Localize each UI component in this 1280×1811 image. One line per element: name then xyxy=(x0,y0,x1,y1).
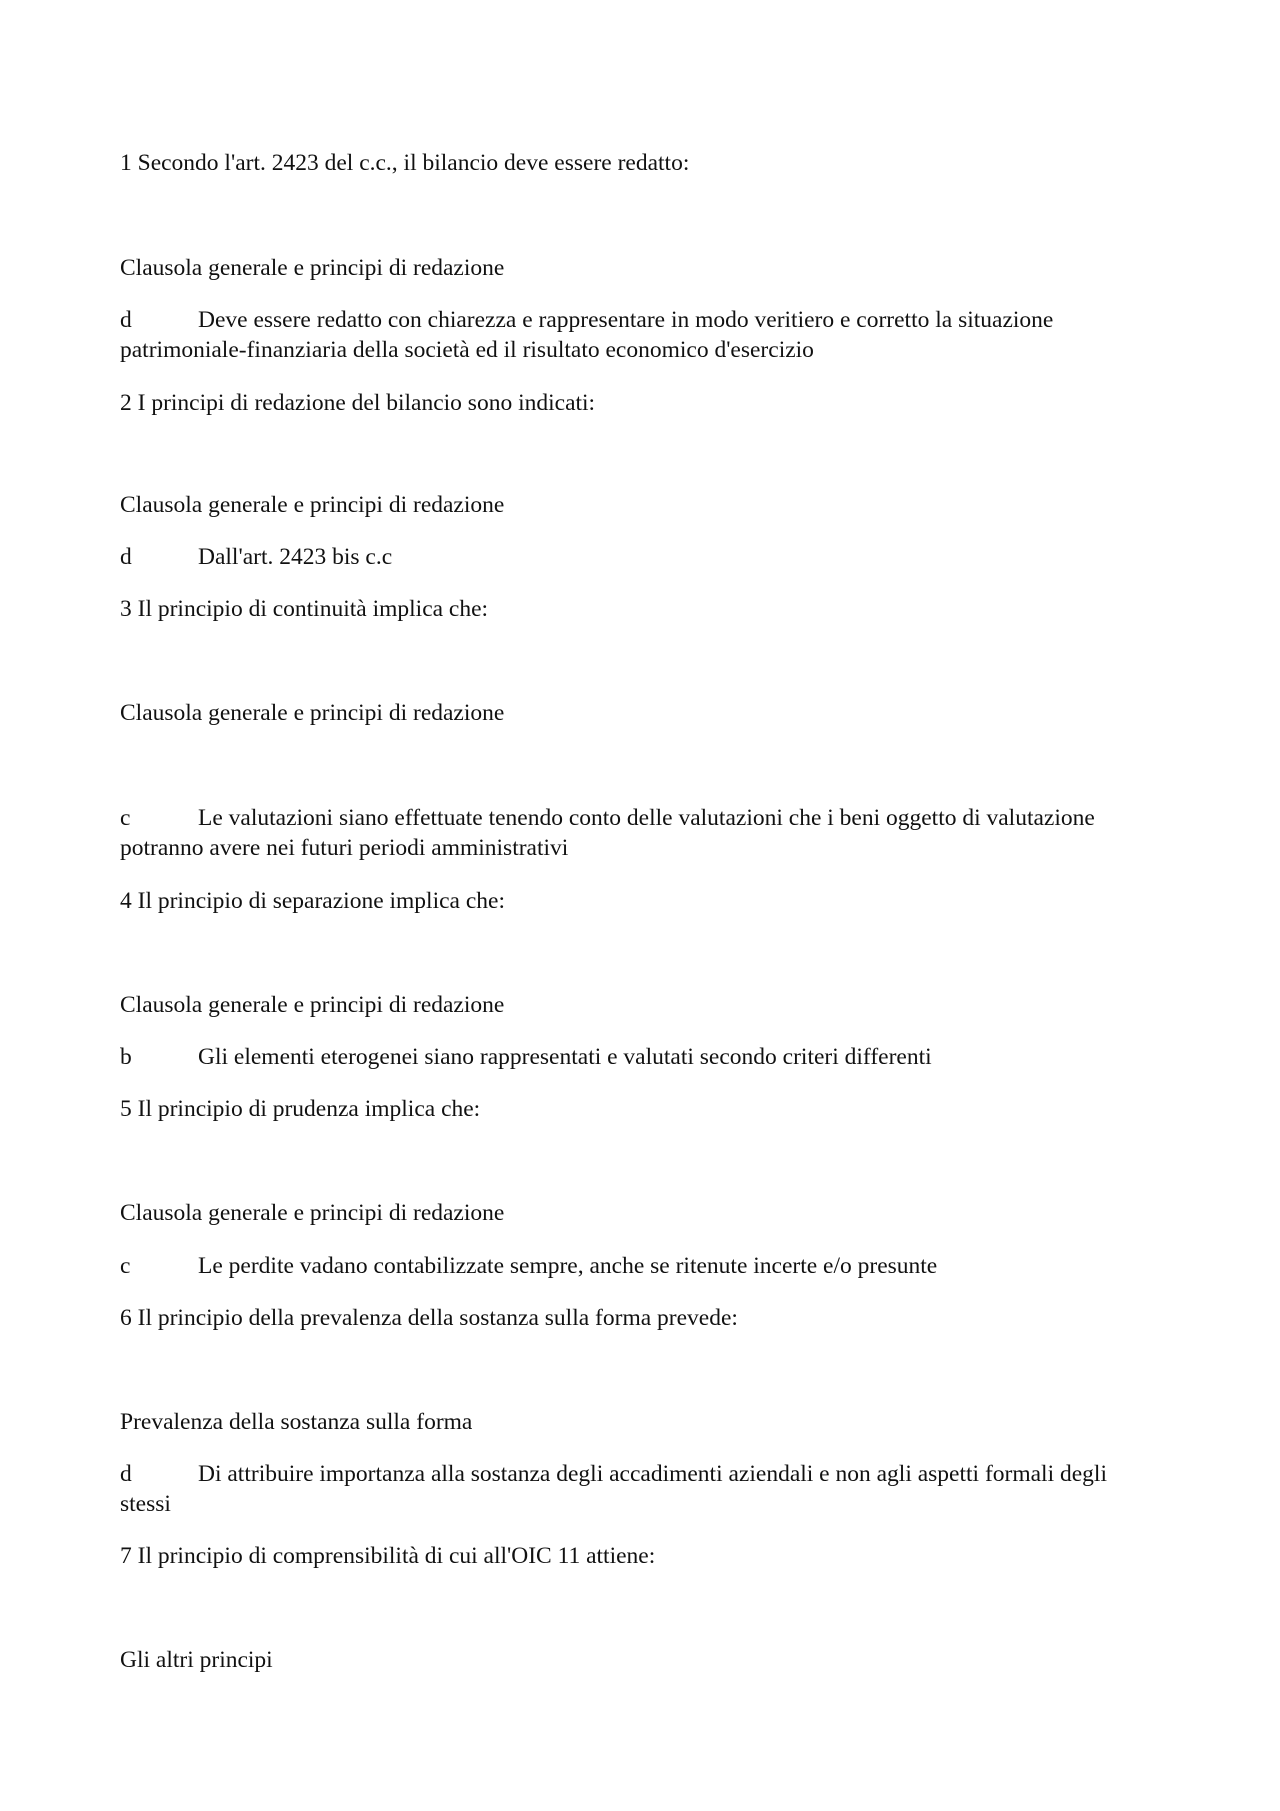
answer-text-2: Dall'art. 2423 bis c.c xyxy=(198,544,393,570)
answer-letter-3: c xyxy=(120,805,131,831)
section-heading-5: Clausola generale e principi di redazione xyxy=(120,1200,505,1226)
answer-text-1: Deve essere redatto con chiarezza e rappresentare in modo veritiero e corretto la situazione patrimoniale-finanziaria della società ed il risultato economico d'esercizio xyxy=(120,307,1054,363)
question-4: 4 Il principio di separazione implica che: xyxy=(120,888,505,914)
question-6: 6 Il principio della prevalenza della sostanza sulla forma prevede: xyxy=(120,1305,738,1331)
answer-letter-2: d xyxy=(120,544,132,570)
question-3: 3 Il principio di continuità implica che: xyxy=(120,596,489,622)
answer-text-3: Le valutazioni siano effettuate tenendo conto delle valutazioni che i beni oggetto di valutazione potranno avere nei futuri periodi amministrativi xyxy=(120,805,1095,861)
section-heading-4: Clausola generale e principi di redazione xyxy=(120,992,505,1018)
section-heading-1: Clausola generale e principi di redazione xyxy=(120,255,505,281)
answer-letter-4: b xyxy=(120,1044,132,1070)
question-5: 5 Il principio di prudenza implica che: xyxy=(120,1096,481,1122)
answer-letter-1: d xyxy=(120,307,132,333)
question-2: 2 I principi di redazione del bilancio sono indicati: xyxy=(120,390,596,416)
answer-text-5: Le perdite vadano contabilizzate sempre, anche se ritenute incerte e/o presunte xyxy=(198,1253,938,1279)
answer-letter-5: c xyxy=(120,1253,131,1279)
question-7: 7 Il principio di comprensibilità di cui all'OIC 11 attiene: xyxy=(120,1543,656,1569)
section-heading-6: Prevalenza della sostanza sulla forma xyxy=(120,1409,473,1435)
answer-1 xyxy=(120,305,1130,365)
answer-5 xyxy=(120,1251,1130,1281)
question-1: 1 Secondo l'art. 2423 del c.c., il bilancio deve essere redatto: xyxy=(120,150,690,176)
section-heading-3: Clausola generale e principi di redazione xyxy=(120,700,505,726)
answer-6 xyxy=(120,1459,1130,1519)
answer-3 xyxy=(120,803,1130,863)
answer-text-4: Gli elementi eterogenei siano rappresentati e valutati secondo criteri differenti xyxy=(198,1044,932,1070)
answer-letter-6: d xyxy=(120,1461,132,1487)
section-heading-2: Clausola generale e principi di redazione xyxy=(120,492,505,518)
section-heading-7: Gli altri principi xyxy=(120,1647,273,1673)
answer-4 xyxy=(120,1042,1130,1072)
answer-2 xyxy=(120,542,1130,572)
answer-text-6: Di attribuire importanza alla sostanza degli accadimenti aziendali e non agli aspetti formali degli stessi xyxy=(120,1461,1107,1517)
